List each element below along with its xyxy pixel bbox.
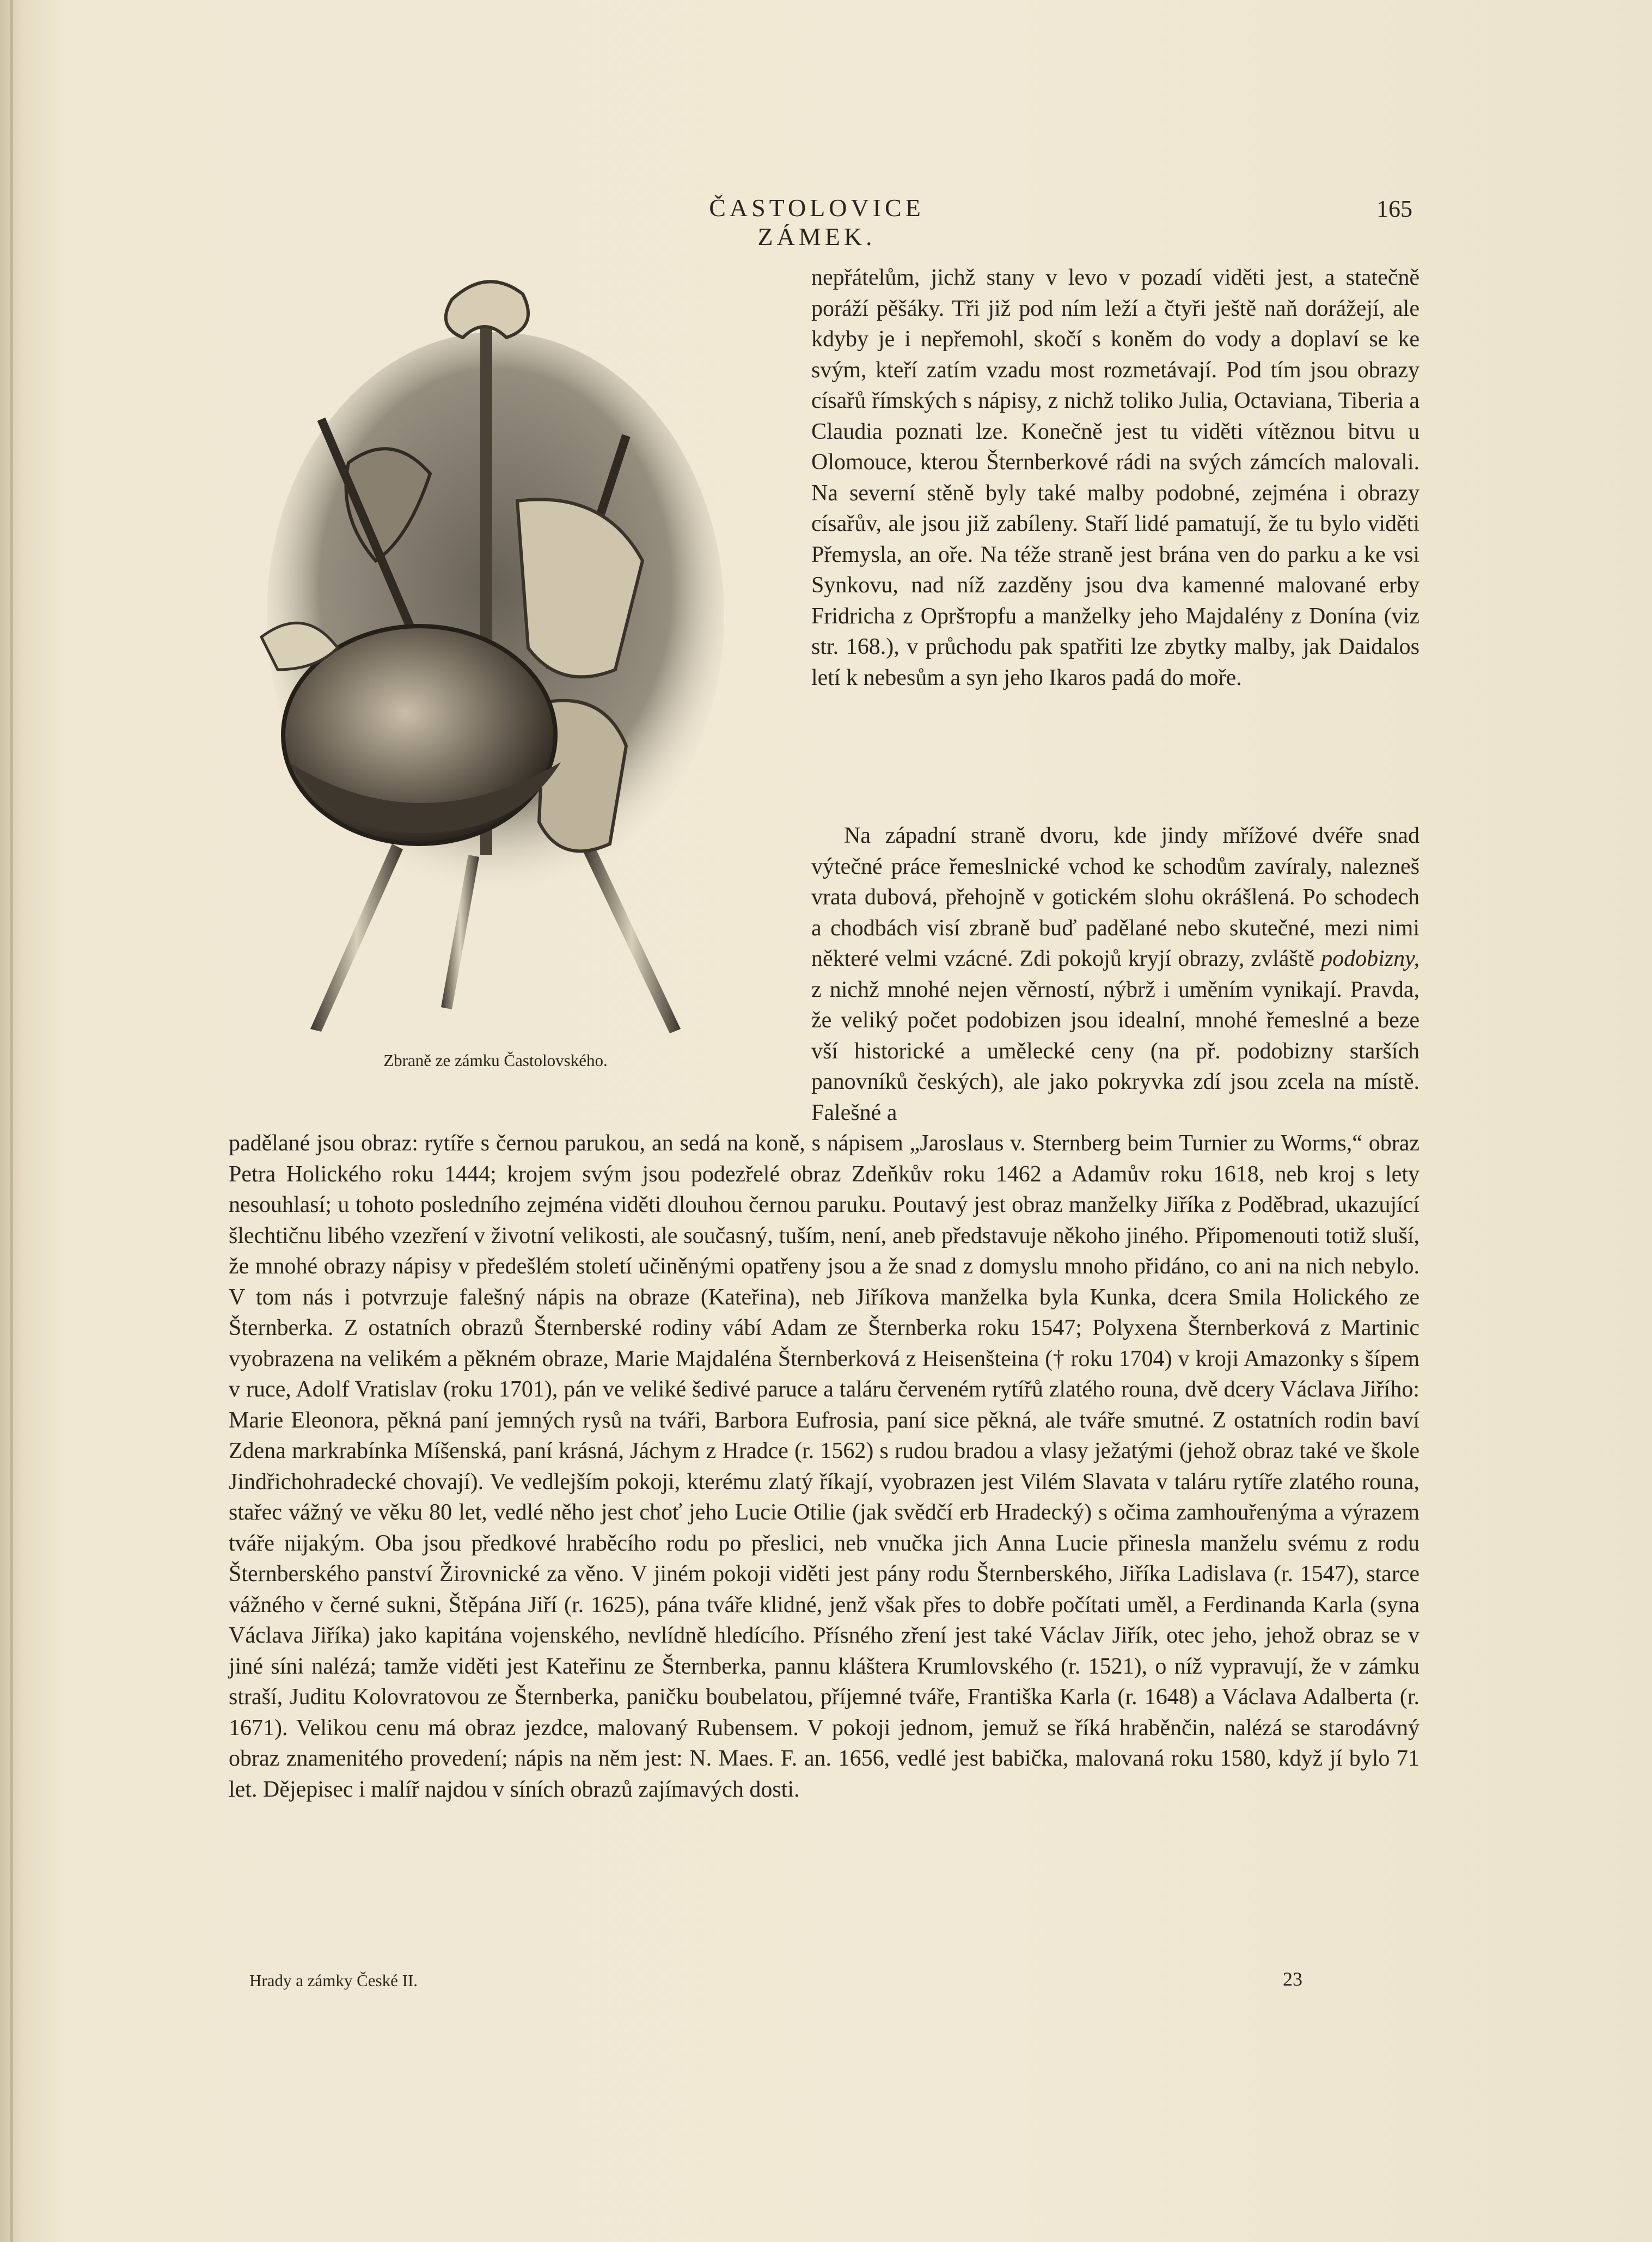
emphasis-word: podobizny, [1321, 946, 1420, 971]
full-width-text [229, 1128, 1420, 1805]
page-number: 165 [1376, 195, 1412, 222]
sword-blade-left [310, 844, 403, 1032]
running-title: ČASTOLOVICE ZÁMEK. [709, 194, 925, 250]
paragraph: padělané jsou obraz: rytíře s černou parukou, an sedá na koně, s nápisem „Jaroslaus v. Sternberg beim Turnier zu Worms,“ obraz Petra Holického roku 1444; krojem svým jsou podezřelé obraz Zdeňkův roku 1462 a Adamův roku 1618, neb kroj s lety nesouhlasí; u tohoto posledního zejména viděti dlouhou černou paruku. Poutavý jest obraz manželky Jiříka z Poděbrad, ukazující šlechtičnu libého vzezření v životní velikosti, ale současný, tuším, není, aneb představuje někoho jiného. Připomenouti totiž sluší, že mnohé obrazy nápisy v předešlém století učiněnými opatřeny jsou a že snad z domyslu mnoho přidáno, co ani na nich nebylo. V tom nás i potvrzuje falešný nápis na obraze (Kateřina), neb Jiříkova manželka byla Kunka, dcera Smila Holického ze Šternberka. Z ostatních obrazů Šternberské rodiny vábí Adam ze Šternberka roku 1547; Polyxena Šternberková z Martinic vyobrazena na velikém a pěkném obraze, Marie Majdaléna Šternberková z Heisenšteina († roku 1704) v kroji Amazonky s šípem v ruce, Adolf Vratislav (roku 1701), pán ve veliké šedivé paruce a taláru červeném rytířů zlatého rouna, dvě dcery Václava Jiřího: Marie Eleonora, pěkná paní jemných rysů na tváři, Barbora Eufrosia, paní sice pěkná, ale tváře smutné. Z ostatních rodin baví Zdena markrabínka Míšenská, paní krásná, Jáchym z Hradce (r. 1562) s rudou bradou a vlasy ježatými (jehož obraz také ve škole Jindřichohradecké chovají). Ve vedlejším pokoji, kterému zlatý říkají, vyobrazen jest Vilém Slavata v taláru rytíře zlatého rouna, stařec vážný ve věku 80 let, vedlé něho jest choť jeho Lucie Otilie (jak svědčí erb Hradecký) s očima zamhouřenýma a výrazem tváře nijakým. Oba jsou předkové hraběcího rodu po přeslici, neb vnučka jich Anna Lucie přinesla manželu svému z rodu Šternberského panství Žirovnické za věno. V jiném pokoji viděti jest pány rodu Šternberského, Jiříka Ladislava (r. 1547), starce vážného v černé sukni, Štěpána Jiří (r. 1625), pána tváře klidné, jenž však přes to dobře počítati uměl, a Ferdinanda Karla (syna Václava Jiříka) jako kapitána vojenského, nevlídně hledícího. Přísného zření jest také Václav Jiřík, otec jeho, jehož obraz se v jiné síni nalézá; tamže viděti jest Kateřinu ze Šternberka, pannu kláštera Krumlovského (r. 1521), o níž vypravují, že v zámku straší, Juditu Kolovratovou ze Šternberka, paničku boubelatou, příjemné tváře, Františka Karla (r. 1648) a Václava Adalberta (r. 1671). Velikou cenu má obraz jezdce, malovaný Rubensem. V pokoji jednom, jemuž se říká hraběnčin, nalézá se starodávný obraz znamenitého provedení; nápis na něm jest: N. Maes. F. an. 1656, vedlé jest babička, malovaná roku 1580, když jí bylo 71 let. Dějepisec i malíř najdou v síních obrazů zajímavých dosti. [229, 1131, 1420, 1802]
page-gutter [10, 0, 13, 2242]
book-title-footer: Hrady a zámky České II. [249, 1971, 418, 1990]
signature-mark: 23 [1283, 1968, 1302, 1990]
paragraph-continuation: z nichž mnohé nejen věrností, nýbrž i uměním vynikají. Pravda, že veliký počet podobizen jsou idealní, mnohé řemeslné a beze vší historické a umělecké ceny (na př. podobizny starších panovníků českých), ale jako pokryvka zdí jsou zcela na místě. Falešné a [811, 977, 1420, 1125]
paragraph [811, 820, 1420, 1128]
paragraph: nepřátelům, jichž stany v levo v pozadí viděti jest, a statečně poráží pěšáky. Tři již pod ním leží a čtyři ještě naň dorážejí, ale kdyby je i nepřemohl, skočí s koněm do vody a doplaví se ke svým, kteří zatím vzadu most rozmetávají. Pod tím jsou obrazy císařů římských s nápisy, z nichž toliko Julia, Octaviana, Tiberia a Claudia poznati lze. Konečně jest tu viděti vítěznou bitvu u Olomouce, kterou Šternberkové rádi na svých zámcích malovali. Na severní stěně byly také malby podobné, zejména i obrazy císařův, ale jsou již zabíleny. Staří lidé pamatují, že tu bylo viděti Přemysla, an oře. Na téže straně jest brána ven do parku a ke vsi Synkovu, nad níž zazděny jsou dva kamenné malované erby Fridricha z Opršторfu a manželky jeho Majdalény z Donína (viz str. 168.), v průchodu pak spatřiti lze zbytky malby, jak Daidalos letí k nebesům a syn jeho Ikaros padá do moře. [811, 265, 1420, 690]
right-column-paragraph-two [811, 798, 1420, 1151]
sword-blade-right [583, 844, 681, 1033]
weapons-illustration [212, 256, 784, 1056]
paragraph-text: Na západní straně dvoru, kde jindy mřížové dvéře snad výtečné práce řemeslnické vchod ke schodům zavíraly, nalezneš vrata dubová, přehojně v gotickém slohu okrášlená. Po schodech a chodbách visí zbraně buď padělané nebo skutečné, mezi nimi některé velmi vzácné. Zdi pokojů kryjí obrazy, zvláště [811, 823, 1420, 971]
illustration-caption: Zbraně ze zámku Častolovského. [383, 1051, 608, 1070]
right-column-text [811, 262, 1420, 693]
